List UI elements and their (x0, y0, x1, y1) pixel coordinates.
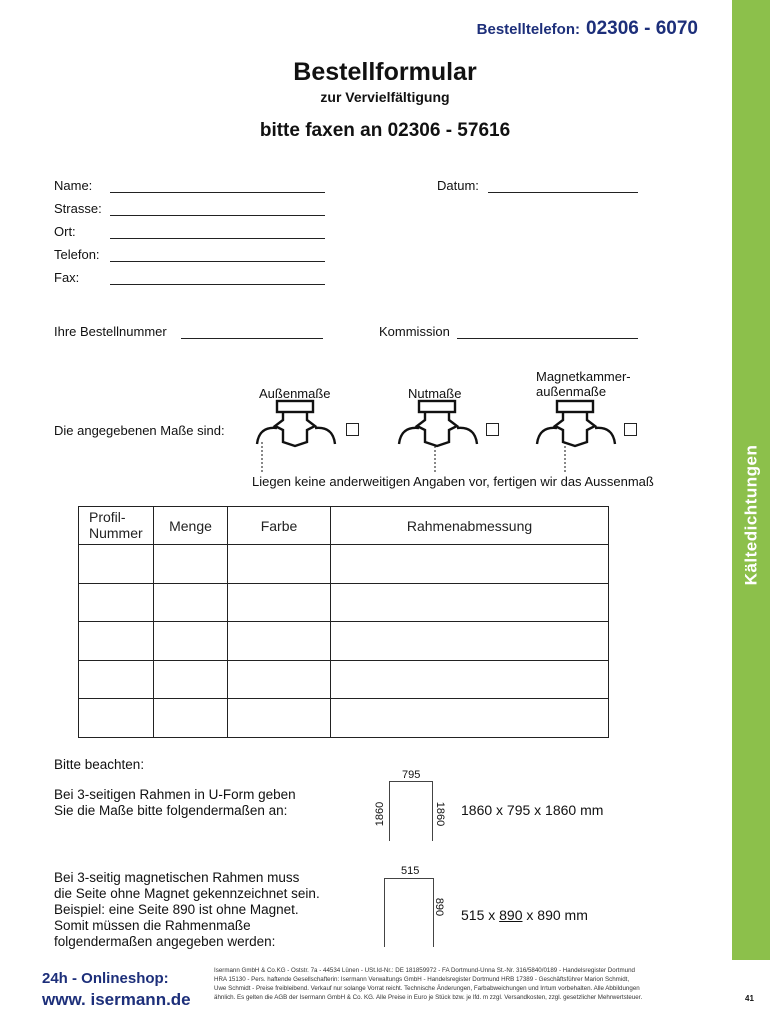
u-form-result: 1860 x 795 x 1860 mm (461, 802, 604, 818)
footer-shop-label: 24h - Onlineshop: (42, 970, 169, 987)
cell-menge[interactable] (154, 699, 228, 738)
magnet-line5: folgendermaßen angegeben werden: (54, 934, 276, 949)
cell-rahmen[interactable] (331, 660, 609, 699)
u-form-right-dim: 1860 (434, 801, 446, 827)
table-row (79, 660, 609, 699)
u-form-frame (389, 781, 433, 841)
header-farbe: Farbe (228, 507, 331, 545)
cell-menge[interactable] (154, 622, 228, 661)
magnet-line3: Beispiel: eine Seite 890 ist ohne Magnet. (54, 902, 299, 917)
cell-rahmen[interactable] (331, 583, 609, 622)
kommission-field[interactable] (457, 325, 638, 339)
cell-farbe[interactable] (228, 660, 331, 699)
magnet-result-c: x 890 mm (522, 907, 588, 923)
footer-legal-line: Uwe Schmidt - Preise freibleibend. Verkauf nur solange Vorrat reicht. Technische Änderungen, Farbabweichungen und Irrtum vorbehalten. Alle Abbildungen (214, 984, 640, 992)
fax-label: Fax: (54, 270, 80, 285)
footer-legal-text (214, 967, 726, 1003)
order-phone-number: 02306 - 6070 (586, 18, 698, 39)
u-form-line1: Bei 3-seitigen Rahmen in U-Form geben (54, 787, 296, 802)
profile-nutmasse-icon (397, 398, 479, 474)
cell-rahmen[interactable] (331, 545, 609, 584)
order-phone-label: Bestelltelefon: (476, 21, 580, 38)
header-rahmen: Rahmenabmessung (331, 507, 609, 545)
magnetkammer-checkbox[interactable] (624, 423, 637, 436)
strasse-field[interactable] (110, 202, 325, 216)
fax-instruction: bitte faxen an 02306 - 57616 (259, 120, 511, 141)
nutmasse-checkbox[interactable] (486, 423, 499, 436)
u-form-line2: Sie die Maße bitte folgendermaßen an: (54, 803, 288, 818)
table-row (79, 699, 609, 738)
order-table-header (79, 507, 609, 545)
cell-profil[interactable] (79, 622, 154, 661)
profile-magnetkammer-icon (535, 398, 617, 474)
default-dimension-note: Liegen keine anderweitigen Angaben vor, fertigen wir das Aussenmaß (252, 474, 654, 489)
header-profil-line1: Profil- (89, 509, 126, 526)
aussenmasse-label: Außenmaße (259, 386, 331, 401)
page-number: 41 (745, 994, 754, 1003)
telefon-label: Telefon: (54, 247, 100, 262)
table-row (79, 622, 609, 661)
telefon-field[interactable] (110, 248, 325, 262)
cell-farbe[interactable] (228, 699, 331, 738)
magnet-line1: Bei 3-seitig magnetischen Rahmen muss (54, 870, 300, 885)
header-menge: Menge (154, 507, 228, 545)
u-form-top-dim: 795 (402, 769, 421, 781)
magnet-frame (384, 878, 434, 947)
order-phone (477, 18, 698, 40)
name-label: Name: (54, 178, 93, 193)
magnet-result-a: 515 x (461, 907, 500, 923)
cell-farbe[interactable] (228, 545, 331, 584)
cell-rahmen[interactable] (331, 622, 609, 661)
name-field[interactable] (110, 179, 325, 193)
table-row (79, 545, 609, 584)
header-profil (79, 507, 154, 545)
magnetkammer-label-line1: Magnetkammer- (536, 369, 631, 384)
datum-field[interactable] (488, 179, 638, 193)
bestellnummer-field[interactable] (181, 325, 323, 339)
cell-menge[interactable] (154, 660, 228, 699)
nutmasse-label: Nutmaße (408, 386, 462, 401)
bestellnummer-label: Ihre Bestellnummer (54, 324, 167, 339)
cell-menge[interactable] (154, 583, 228, 622)
datum-label: Datum: (437, 178, 479, 193)
kommission-label: Kommission (379, 324, 450, 339)
footer-legal-line: HRA 15130 - Pers. haftende Gesellschafterin: Isermann Verwaltungs GmbH - Handelsregister Dortmund HRB 17389 - Geschäftsführer Marion Schmidt, (214, 975, 630, 983)
footer-legal-line: ähnlich. Es gelten die AGB der Isermann GmbH & Co. KG. Alle Preise in Euro je Stück bzw. je lfd. m zzgl. Versandkosten, zzgl. gesetzlicher Mehrwertsteuer. (214, 993, 643, 1001)
cell-farbe[interactable] (228, 583, 331, 622)
footer-legal-line: Isermann GmbH & Co.KG - Oststr. 7a - 44534 Lünen - USt.Id-Nr.: DE 181859972 - FA Dortmund-Unna St.-Nr. 316/5840/0189 - Handelsregister Dortmund (214, 967, 635, 974)
u-form-left-dim: 1860 (374, 801, 386, 827)
fax-field[interactable] (110, 271, 325, 285)
ort-field[interactable] (110, 225, 325, 239)
table-row (79, 583, 609, 622)
page-subtitle: zur Vervielfältigung (320, 89, 450, 105)
magnet-line4: Somit müssen die Rahmenmaße (54, 918, 251, 933)
ort-label: Ort: (54, 224, 76, 239)
footer-url-link[interactable]: www. isermann.de (42, 990, 191, 1009)
magnet-right-dim: 890 (433, 897, 445, 917)
profile-aussenmasse-icon (255, 398, 337, 474)
sidebar-label-box (732, 420, 770, 610)
magnetkammer-label-line2: außenmaße (536, 384, 607, 399)
notes-heading: Bitte beachten: (54, 757, 145, 772)
dimension-prompt: Die angegebenen Maße sind: (54, 423, 225, 438)
header-profil-line2: Nummer (89, 524, 143, 541)
page-title: Bestellformular (293, 58, 477, 86)
magnet-result-underlined: 890 (499, 907, 523, 923)
cell-farbe[interactable] (228, 622, 331, 661)
cell-rahmen[interactable] (331, 699, 609, 738)
cell-profil[interactable] (79, 583, 154, 622)
magnet-result (461, 907, 588, 923)
sidebar-label: Kältedichtungen (741, 444, 761, 586)
cell-menge[interactable] (154, 545, 228, 584)
strasse-label: Strasse: (54, 201, 102, 216)
cell-profil[interactable] (79, 699, 154, 738)
order-table (78, 506, 609, 738)
magnet-top-dim: 515 (401, 865, 420, 877)
cell-profil[interactable] (79, 660, 154, 699)
magnet-line2: die Seite ohne Magnet gekennzeichnet sein. (54, 886, 320, 901)
cell-profil[interactable] (79, 545, 154, 584)
aussenmasse-checkbox[interactable] (346, 423, 359, 436)
